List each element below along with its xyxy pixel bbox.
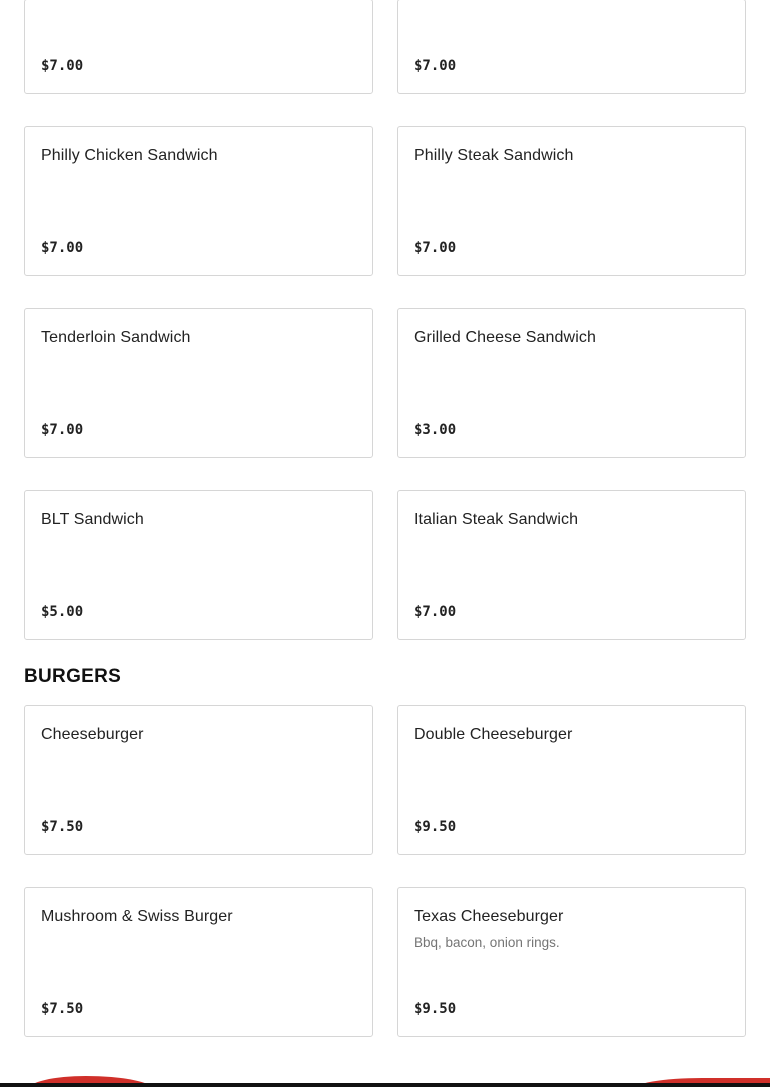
menu-item-card[interactable]	[24, 308, 373, 458]
item-description: Bbq, bacon, onion rings.	[414, 935, 560, 950]
menu-item-card[interactable]	[397, 887, 746, 1037]
footer-strip	[0, 1083, 770, 1087]
menu-item-card[interactable]	[24, 126, 373, 276]
item-name: Texas Cheeseburger	[414, 908, 564, 925]
item-price: $9.50	[414, 819, 457, 835]
item-name: Cheeseburger	[41, 726, 144, 743]
item-name: Tenderloin Sandwich	[41, 329, 191, 346]
item-price: $7.00	[41, 422, 84, 438]
menu-item-card[interactable]	[24, 490, 373, 640]
item-name: Grilled Cheese Sandwich	[414, 329, 596, 346]
item-name: Double Cheeseburger	[414, 726, 573, 743]
menu-item-card[interactable]	[24, 887, 373, 1037]
item-name: Philly Steak Sandwich	[414, 147, 574, 164]
item-name: Mushroom & Swiss Burger	[41, 908, 233, 925]
item-price: $7.00	[414, 240, 457, 256]
sandwiches-grid	[24, 0, 746, 640]
item-price: $9.50	[414, 1001, 457, 1017]
item-price: $7.50	[41, 1001, 84, 1017]
menu-item-card[interactable]	[397, 0, 746, 94]
menu-item-card[interactable]	[397, 705, 746, 855]
item-name: Italian Steak Sandwich	[414, 511, 579, 528]
item-price: $7.00	[414, 604, 457, 620]
menu-item-card[interactable]	[397, 490, 746, 640]
menu-item-card[interactable]	[24, 0, 373, 94]
menu-item-card[interactable]	[397, 308, 746, 458]
burgers-grid	[24, 705, 746, 1037]
item-price: $3.00	[414, 422, 457, 438]
section-title-burgers: BURGERS	[24, 666, 122, 687]
menu-item-card[interactable]	[397, 126, 746, 276]
item-price: $7.00	[414, 58, 457, 74]
item-price: $5.00	[41, 604, 84, 620]
menu-item-card[interactable]	[24, 705, 373, 855]
item-price: $7.00	[41, 58, 84, 74]
item-price: $7.00	[41, 240, 84, 256]
item-name: BLT Sandwich	[41, 511, 144, 528]
item-price: $7.50	[41, 819, 84, 835]
item-name: Philly Chicken Sandwich	[41, 147, 218, 164]
